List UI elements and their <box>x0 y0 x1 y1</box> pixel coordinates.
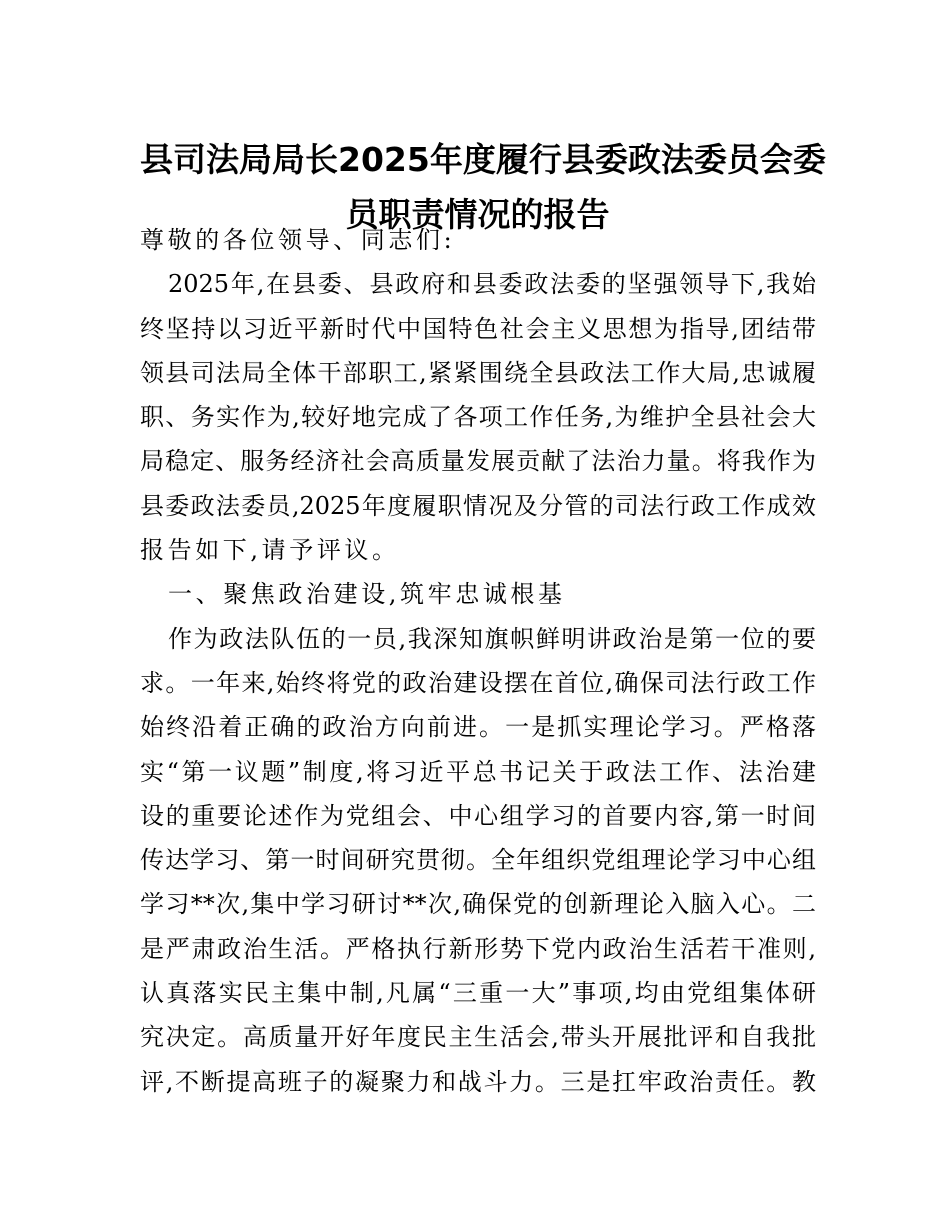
text-line: 县委政法委员,2025年度履职情况及分管的司法行政工作成效 <box>140 491 816 520</box>
text-line: 局稳定、服务经济社会高质量发展贡献了法治力量。将我作为 <box>140 447 816 476</box>
text-line: 求。一年来,始终将党的政治建设摆在首位,确保司法行政工作 <box>140 668 816 697</box>
intro-paragraph <box>140 262 816 572</box>
title-line: 员职责情况的报告 <box>345 195 610 234</box>
section-paragraph <box>140 617 816 1104</box>
text-line: 作为政法队伍的一员,我深知旗帜鲜明讲政治是第一位的要 <box>168 624 816 653</box>
text-line: 2025年,在县委、县政府和县委政法委的坚强领导下,我始 <box>168 270 816 299</box>
text-line: 究决定。高质量开好年度民主生活会,带头开展批评和自我批 <box>140 1023 816 1052</box>
section-heading: 一、聚焦政治建设,筑牢忠诚根基 <box>168 580 566 609</box>
text-line: 评,不断提高班子的凝聚力和战斗力。三是扛牢政治责任。教 <box>140 1067 816 1096</box>
text-line: 设的重要论述作为党组会、中心组学习的首要内容,第一时间 <box>140 801 816 830</box>
greeting: 尊敬的各位领导、同志们: <box>140 226 456 254</box>
text-line: 学习**次,集中学习研讨**次,确保党的创新理论入脑入心。二 <box>140 890 816 919</box>
text-line: 是严肃政治生活。严格执行新形势下党内政治生活若干准则, <box>140 934 816 963</box>
text-line: 认真落实民主集中制,凡属“三重一大”事项,均由党组集体研 <box>140 979 816 1008</box>
text-line: 领县司法局全体干部职工,紧紧围绕全县政法工作大局,忠诚履 <box>140 358 816 387</box>
text-line: 始终沿着正确的政治方向前进。一是抓实理论学习。严格落 <box>140 713 816 742</box>
text-line: 实“第一议题”制度,将习近平总书记关于政法工作、法治建 <box>140 757 816 786</box>
text-line: 报告如下,请予评议。 <box>140 536 400 565</box>
text-line: 职、务实作为,较好地完成了各项工作任务,为维护全县社会大 <box>140 403 816 432</box>
text-line: 终坚持以习近平新时代中国特色社会主义思想为指导,团结带 <box>140 314 816 343</box>
document-body <box>140 218 816 1104</box>
text-line: 传达学习、第一时间研究贯彻。全年组织党组理论学习中心组 <box>140 846 816 875</box>
title-line: 县司法局局长2025年度履行县委政法委员会委 <box>140 140 826 179</box>
